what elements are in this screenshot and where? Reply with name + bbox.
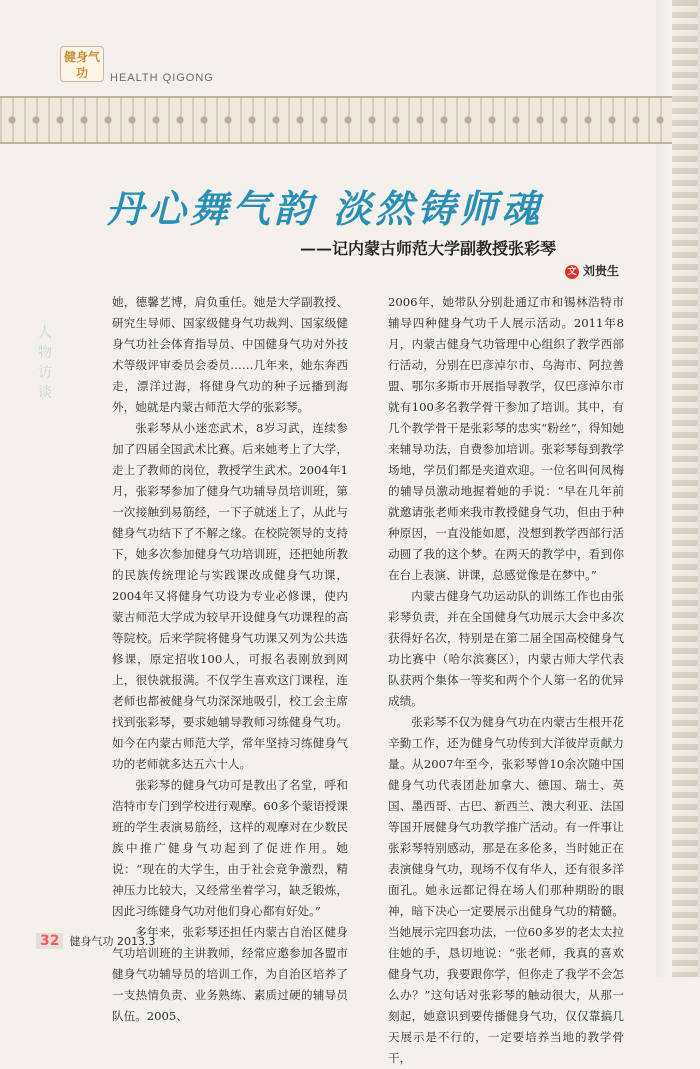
margin-watermark: 人物访谈 xyxy=(38,325,52,401)
paragraph: 内蒙古健身气功运动队的训练工作也由张彩琴负责，并在全国健身气功展示大会中多次获得好名次，特别是在第二届全国高校健身气功比赛中（哈尔滨赛区），内蒙古师大学代表队获两个集体一等奖和两个个人第一名的优异成绩。 xyxy=(388,589,624,708)
paragraph: 张彩琴不仅为健身气功在内蒙古生根开花辛勤工作，还为健身气功传到大洋彼岸贡献力量。从2007年至今，张彩琴曾10余次随中国健身气功代表团赴加拿大、德国、瑞士、英国、墨西哥、古巴、新西兰、澳大利亚、法国等国开展健身气功教学推广活动。有一件事让张彩琴特别感动，那是在多伦多，当时她正在表演健身气功，现场不仅有华人，还有很多洋面孔。她永远都记得在场人们那种期盼的眼神，暗下决心一定要展示出健身气功的精髓。当她展示完四套功法，一位60多岁的老太太拉住她的手，恳切地说：“张老师，我真的喜欢健身气功，我要跟你学，但你走了我学不会怎么办？”这句话对张彩琴的触动很大，从那一刻起，她意识到要传播健身气功，仅仅靠搞几天展示是不行的，一定要培养当地的教学骨干， xyxy=(388,715,624,1065)
page-footer xyxy=(36,933,155,949)
publication-info: 健身气功 2013.3 xyxy=(69,935,156,948)
page-number: 32 xyxy=(36,933,63,949)
author-badge-icon: 文 xyxy=(565,265,579,279)
left-column xyxy=(112,292,348,1027)
health-qigong-logo: 健身气功 xyxy=(60,46,104,82)
ornamental-banner xyxy=(0,96,672,144)
paragraph: 多年来，张彩琴还担任内蒙古自治区健身气功培训班的主讲教师，经常应邀参加各盟市健身气功辅导员的培训工作，为自治区培养了一支热情负责、业务熟练、素质过硬的辅导员队伍。2005、 xyxy=(112,925,348,1023)
paragraph: 张彩琴从小迷恋武术，8岁习武，连续参加了四届全国武术比赛。后来她考上了大学，走上了教师的岗位，教授学生武术。2004年1月，张彩琴参加了健身气功辅导员培训班，第一次接触到易筋经，一下子就迷上了，从此与健身气功结下了不解之缘。在校院领导的支持下，她多次参加健身气功培训班，还把她所教的民族传统理论与实践课改成健身气功课，2004年又将健身气功设为专业必修课，使内蒙古师范大学成为较早开设健身气功课程的高等院校。后来学院将健身气功课又列为公共选修课，原定招收100人，可报名表刚放到网上，很快就报满。不仅学生喜欢这门课程，连老师也都被健身气功深深地吸引，校工会主席找到张彩琴，要求她辅导教师习练健身气功。如今在内蒙古师范大学，常年坚持习练健身气功的老师就多达五六十人。 xyxy=(112,421,348,771)
paragraph: 她，德馨艺博，肩负重任。她是大学副教授、研究生导师、国家级健身气功裁判、国家级健身气功社会体育指导员、中国健身气功对外技术等级评审委员会委员……几年来，她东奔西走，漂洋过海，将健身气功的种子远播到海外，她就是内蒙古师范大学的张彩琴。 xyxy=(112,295,348,414)
author-name: 刘贵生 xyxy=(583,264,620,278)
section-label: HEALTH QIGONG xyxy=(110,72,214,84)
right-column xyxy=(388,292,624,1069)
section-header xyxy=(60,46,300,86)
paragraph: 2006年，她带队分别赴通辽市和锡林浩特市辅导四种健身气功千人展示活动。2011年8月，内蒙古健身气功管理中心组织了教学西部行活动，分别在巴彦淖尔市、乌海市、阿拉善盟、鄂尔多斯市开展指导教学，仅巴彦淖尔市就有100多名教学骨干参加了培训。其中，有几个教学骨干是张彩琴的忠实“粉丝”，得知她来辅导功法，自费参加培训。张彩琴每到教学场地，学员们都是夹道欢迎。一位名叫何凤梅的辅导员激动地握着她的手说：“早在几年前就邀请张老师来我市教授健身气功，但由于种种原因，一直没能如愿，没想到教学西部行活动圆了我的这个梦。在两天的教学中，看到你在台上表演、讲课，总感觉像是在梦中。” xyxy=(388,295,624,582)
paragraph: 张彩琴的健身气功可是教出了名堂，呼和浩特市专门到学校进行观摩。60多个蒙语授课班的学生表演易筋经，这样的观摩对在少数民族中推广健身气功起到了促进作用。她说：“现在的大学生，由于社会竞争激烈，精神压力比较大，又经常坐着学习，缺乏锻炼，因此习练健身气功对他们身心都有好处。” xyxy=(112,778,348,918)
article-title: 丹心舞气韵 淡然铸师魂 xyxy=(106,186,544,231)
article-subtitle: ——记内蒙古师范大学副教授张彩琴 xyxy=(300,239,557,258)
side-decorative-border xyxy=(672,0,698,977)
author-byline xyxy=(565,262,619,279)
